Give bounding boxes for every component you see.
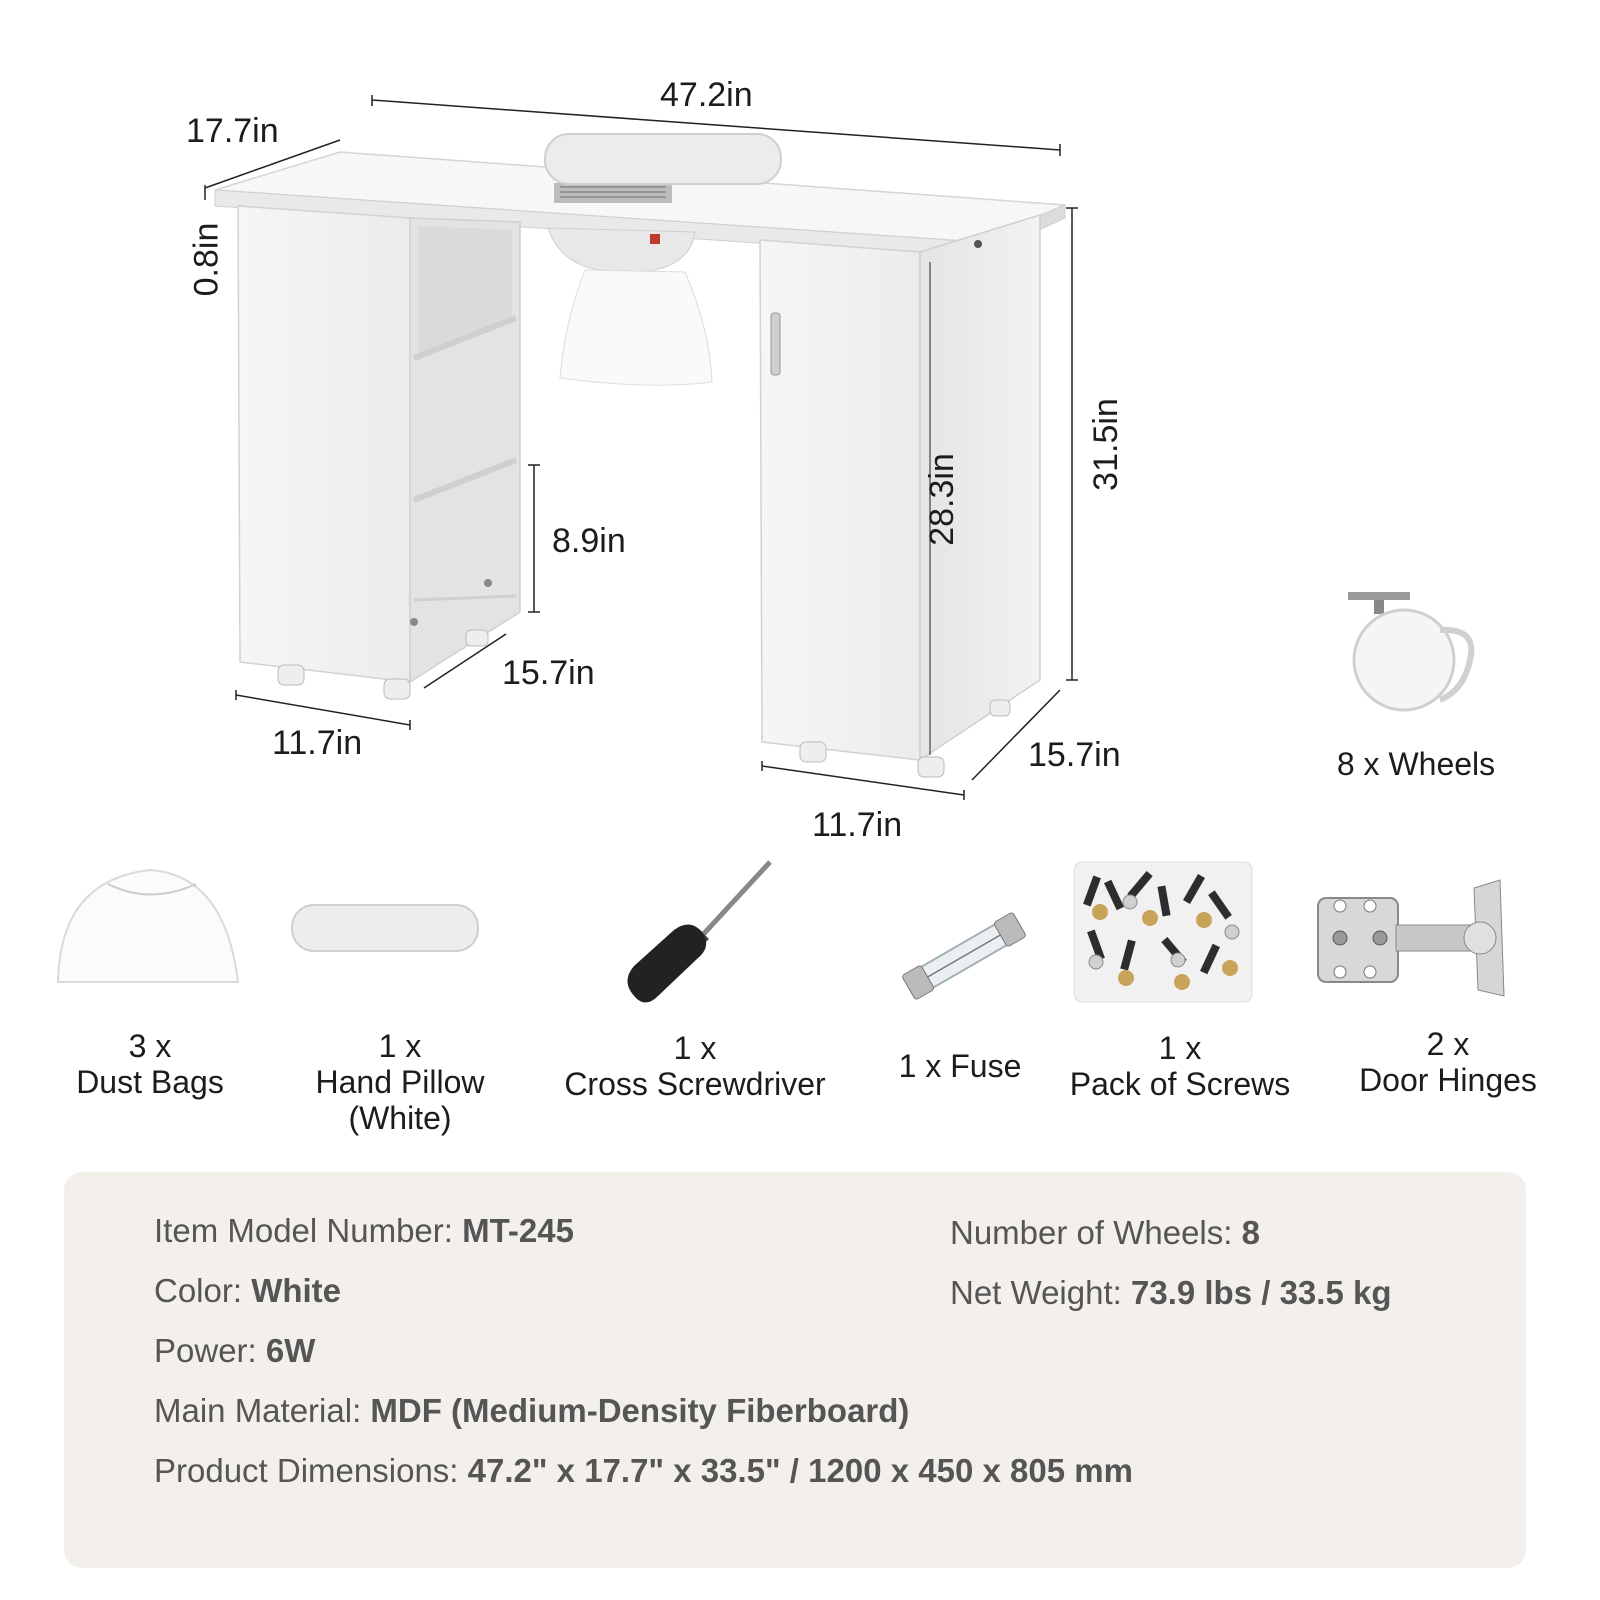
accessory-name: Cross Screwdriver xyxy=(564,1066,826,1102)
spec-label: Product Dimensions: xyxy=(154,1452,459,1489)
accessory-name: Dust Bags xyxy=(76,1064,224,1100)
spec-dimensions xyxy=(154,1452,1133,1490)
spec-weight xyxy=(950,1274,1391,1312)
spec-label: Item Model Number: xyxy=(154,1212,453,1249)
accessory-dust-bags xyxy=(40,1028,260,1100)
accessory-hinges xyxy=(1328,1026,1568,1098)
spec-value: MT-245 xyxy=(462,1212,574,1249)
dim-depth-label: 17.7in xyxy=(186,112,279,150)
accessory-name: Pack of Screws xyxy=(1069,1066,1291,1102)
dust-bag-icon xyxy=(58,870,238,982)
spec-label: Main Material: xyxy=(154,1392,362,1429)
dim-width-label: 47.2in xyxy=(660,76,753,114)
fuse-icon xyxy=(902,912,1027,1000)
spec-value: 6W xyxy=(265,1332,316,1369)
spec-value: White xyxy=(251,1272,342,1309)
wheel-icon xyxy=(1348,592,1471,710)
accessory-qty: 1 x xyxy=(378,1028,422,1064)
accessory-screwdriver xyxy=(540,1030,850,1102)
accessory-qty: 3 x xyxy=(128,1028,172,1064)
spec-label: Color: xyxy=(154,1272,243,1309)
accessory-fuse xyxy=(870,1048,1050,1084)
spec-label: Net Weight: xyxy=(950,1274,1122,1311)
spec-model xyxy=(154,1212,574,1250)
accessory-extra: (White) xyxy=(348,1100,452,1136)
accessory-qty: 2 x xyxy=(1426,1026,1470,1062)
accessory-name: 8 x Wheels xyxy=(1336,746,1496,782)
dim-shelf-gap-label: 8.9in xyxy=(552,522,626,560)
accessory-name: 1 x Fuse xyxy=(898,1048,1022,1084)
dim-total-height-label: 31.5in xyxy=(1086,398,1125,491)
spec-material xyxy=(154,1392,909,1430)
spec-value: 73.9 lbs / 33.5 kg xyxy=(1130,1274,1392,1311)
accessory-qty: 1 x xyxy=(1158,1030,1202,1066)
spec-label: Number of Wheels: xyxy=(950,1214,1233,1251)
spec-value: 47.2" x 17.7" x 33.5" / 1200 x 450 x 805 mm xyxy=(467,1452,1133,1489)
right-cabinet-unit xyxy=(760,215,1040,777)
left-shelf-unit xyxy=(238,206,520,699)
accessory-name: Hand Pillow xyxy=(315,1064,485,1100)
spec-value: MDF (Medium-Density Fiberboard) xyxy=(370,1392,910,1429)
accessory-wheels xyxy=(1296,746,1536,782)
accessory-hand-pillow xyxy=(280,1028,520,1136)
hand-pillow-icon xyxy=(292,905,478,951)
spec-value: 8 xyxy=(1241,1214,1260,1251)
dim-top-thickness-label: 0.8in xyxy=(187,222,226,297)
dim-cabinet-height-label: 28.3in xyxy=(922,453,961,546)
spec-power xyxy=(154,1332,315,1370)
dim-right-depth-label: 15.7in xyxy=(1028,736,1121,774)
spec-panel xyxy=(64,1172,1526,1568)
accessory-qty: 1 x xyxy=(673,1030,717,1066)
spec-label: Power: xyxy=(154,1332,257,1369)
dim-right-width-label: 11.7in xyxy=(812,806,903,844)
hand-pillow-on-table xyxy=(545,134,781,184)
dim-left-depth-label: 15.7in xyxy=(502,654,595,692)
screws-pack-icon xyxy=(1074,862,1252,1002)
dim-left-width-label: 11.7in xyxy=(272,724,363,762)
door-hinge-icon xyxy=(1318,880,1504,996)
spec-wheels xyxy=(950,1214,1260,1252)
accessory-name: Door Hinges xyxy=(1359,1062,1537,1098)
screwdriver-icon xyxy=(627,862,770,1003)
spec-color xyxy=(154,1272,341,1310)
accessory-screws xyxy=(1048,1030,1312,1102)
